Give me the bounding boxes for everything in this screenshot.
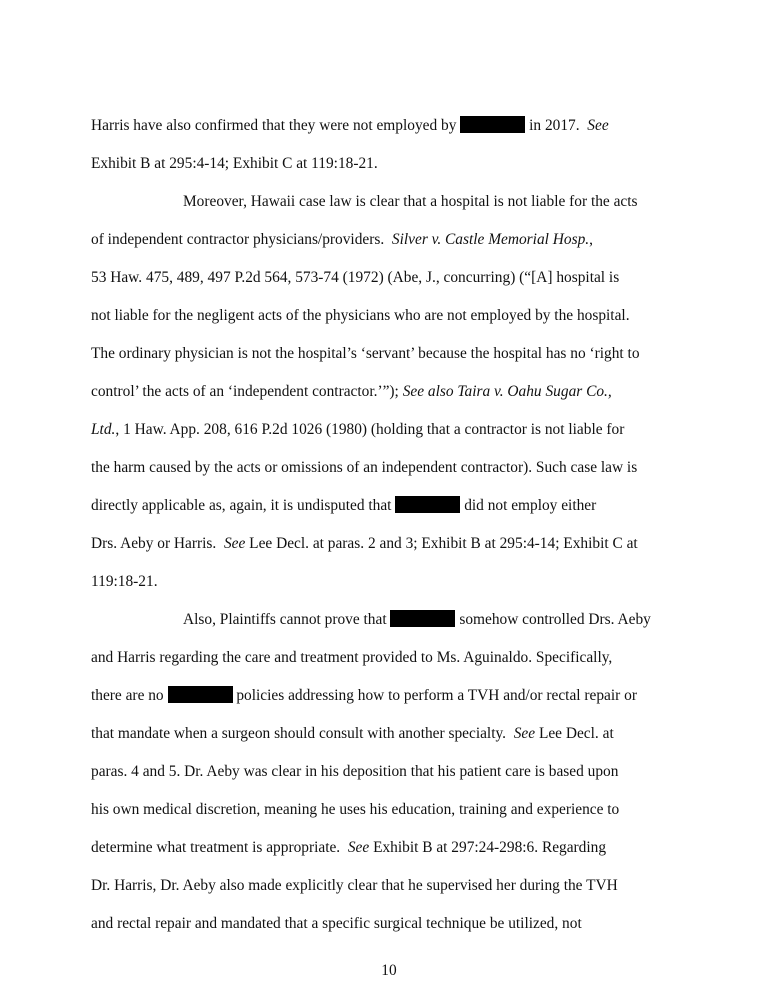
signal-see: See: [513, 725, 536, 742]
text-line: [91, 838, 606, 858]
text-segment: Also, Plaintiffs cannot prove that: [183, 611, 387, 628]
redaction-box: [390, 610, 455, 627]
text-segment: directly applicable as, again, it is undisputed that: [91, 497, 392, 514]
text-line: [91, 724, 614, 744]
text-segment: policies addressing how to perform a TVH and/or rectal repair or: [236, 687, 637, 704]
text-line: [91, 268, 619, 288]
text-line: [91, 496, 596, 516]
text-segment: somehow controlled Drs. Aeby: [459, 611, 651, 628]
text-line: [91, 876, 618, 896]
text-segment: his own medical discretion, meaning he uses his education, training and experience to: [91, 801, 620, 818]
citation: 119:18-21.: [91, 573, 158, 590]
case-name: Silver v. Castle Memorial Hosp.: [391, 231, 590, 248]
page-number: 10: [381, 962, 397, 979]
text-line: [91, 458, 637, 478]
text-line: [91, 344, 640, 364]
quotation: not liable for the negligent acts of the physicians who are not employed by the hospital.: [91, 307, 630, 324]
text-segment: Dr. Harris, Dr. Aeby also made explicitly clear that he supervised her during the TVH: [91, 877, 618, 894]
text-line: [91, 534, 638, 554]
text-line: [91, 686, 637, 706]
quotation: The ordinary physician is not the hospital’s ‘servant’ because the hospital has no ‘right to: [91, 345, 640, 362]
case-name: Ltd.: [91, 421, 116, 438]
citation: Lee Decl. at: [538, 725, 614, 742]
text-line: [183, 610, 651, 630]
signal-see: See: [347, 839, 370, 856]
text-line: [91, 306, 630, 326]
text-line: [91, 572, 158, 592]
text-line: [91, 116, 609, 136]
text-segment: ,: [589, 231, 593, 248]
citation: Exhibit B at 295:4-14; Exhibit C at 119:18-21.: [91, 155, 378, 172]
text-line: [91, 230, 593, 250]
redaction-box: [168, 686, 233, 703]
text-line: [91, 382, 612, 402]
text-line: [91, 648, 612, 668]
signal-see: See: [587, 117, 609, 134]
text-segment: of independent contractor physicians/providers.: [91, 231, 385, 248]
redaction-box: [460, 116, 525, 133]
signal-see: See: [223, 535, 246, 552]
citation: , 1 Haw. App. 208, 616 P.2d 1026 (1980) (holding that a contractor is not liable for: [115, 421, 625, 438]
text-segment: Moreover, Hawaii case law is clear that a hospital is not liable for the acts: [183, 193, 638, 210]
citation: Lee Decl. at paras. 2 and 3; Exhibit B at 295:4-14; Exhibit C at: [249, 535, 638, 552]
text-line: [91, 800, 619, 820]
text-line: [183, 192, 638, 212]
text-line: [91, 914, 582, 934]
text-line: [91, 154, 378, 174]
quotation: control’ the acts of an ‘independent contractor.’”);: [91, 383, 399, 400]
text-segment: in 2017.: [529, 117, 580, 134]
citation: 53 Haw. 475, 489, 497 P.2d 564, 573-74 (1972) (Abe, J., concurring) (“[A] hospital is: [91, 269, 620, 286]
text-segment: Drs. Aeby or Harris.: [91, 535, 217, 552]
text-segment: determine what treatment is appropriate.: [91, 839, 341, 856]
text-segment: that mandate when a surgeon should consult with another specialty.: [91, 725, 507, 742]
redaction-box: [395, 496, 460, 513]
text-segment: the harm caused by the acts or omissions of an independent contractor). Such case law is: [91, 459, 638, 476]
text-segment: Harris have also confirmed that they were not employed by: [91, 117, 457, 134]
text-segment: there are no: [91, 687, 164, 704]
text-segment: and Harris regarding the care and treatment provided to Ms. Aguinaldo. Specifically,: [91, 649, 613, 666]
text-segment: paras. 4 and 5. Dr. Aeby was clear in his deposition that his patient care is based upon: [91, 763, 619, 780]
text-segment: did not employ either: [464, 497, 597, 514]
text-line: [91, 420, 624, 440]
text-line: [91, 762, 618, 782]
citation: Exhibit B at 297:24-298:6. Regarding: [373, 839, 607, 856]
case-name: See also Taira v. Oahu Sugar Co.,: [402, 383, 612, 400]
text-segment: and rectal repair and mandated that a specific surgical technique be utilized, not: [91, 915, 582, 932]
